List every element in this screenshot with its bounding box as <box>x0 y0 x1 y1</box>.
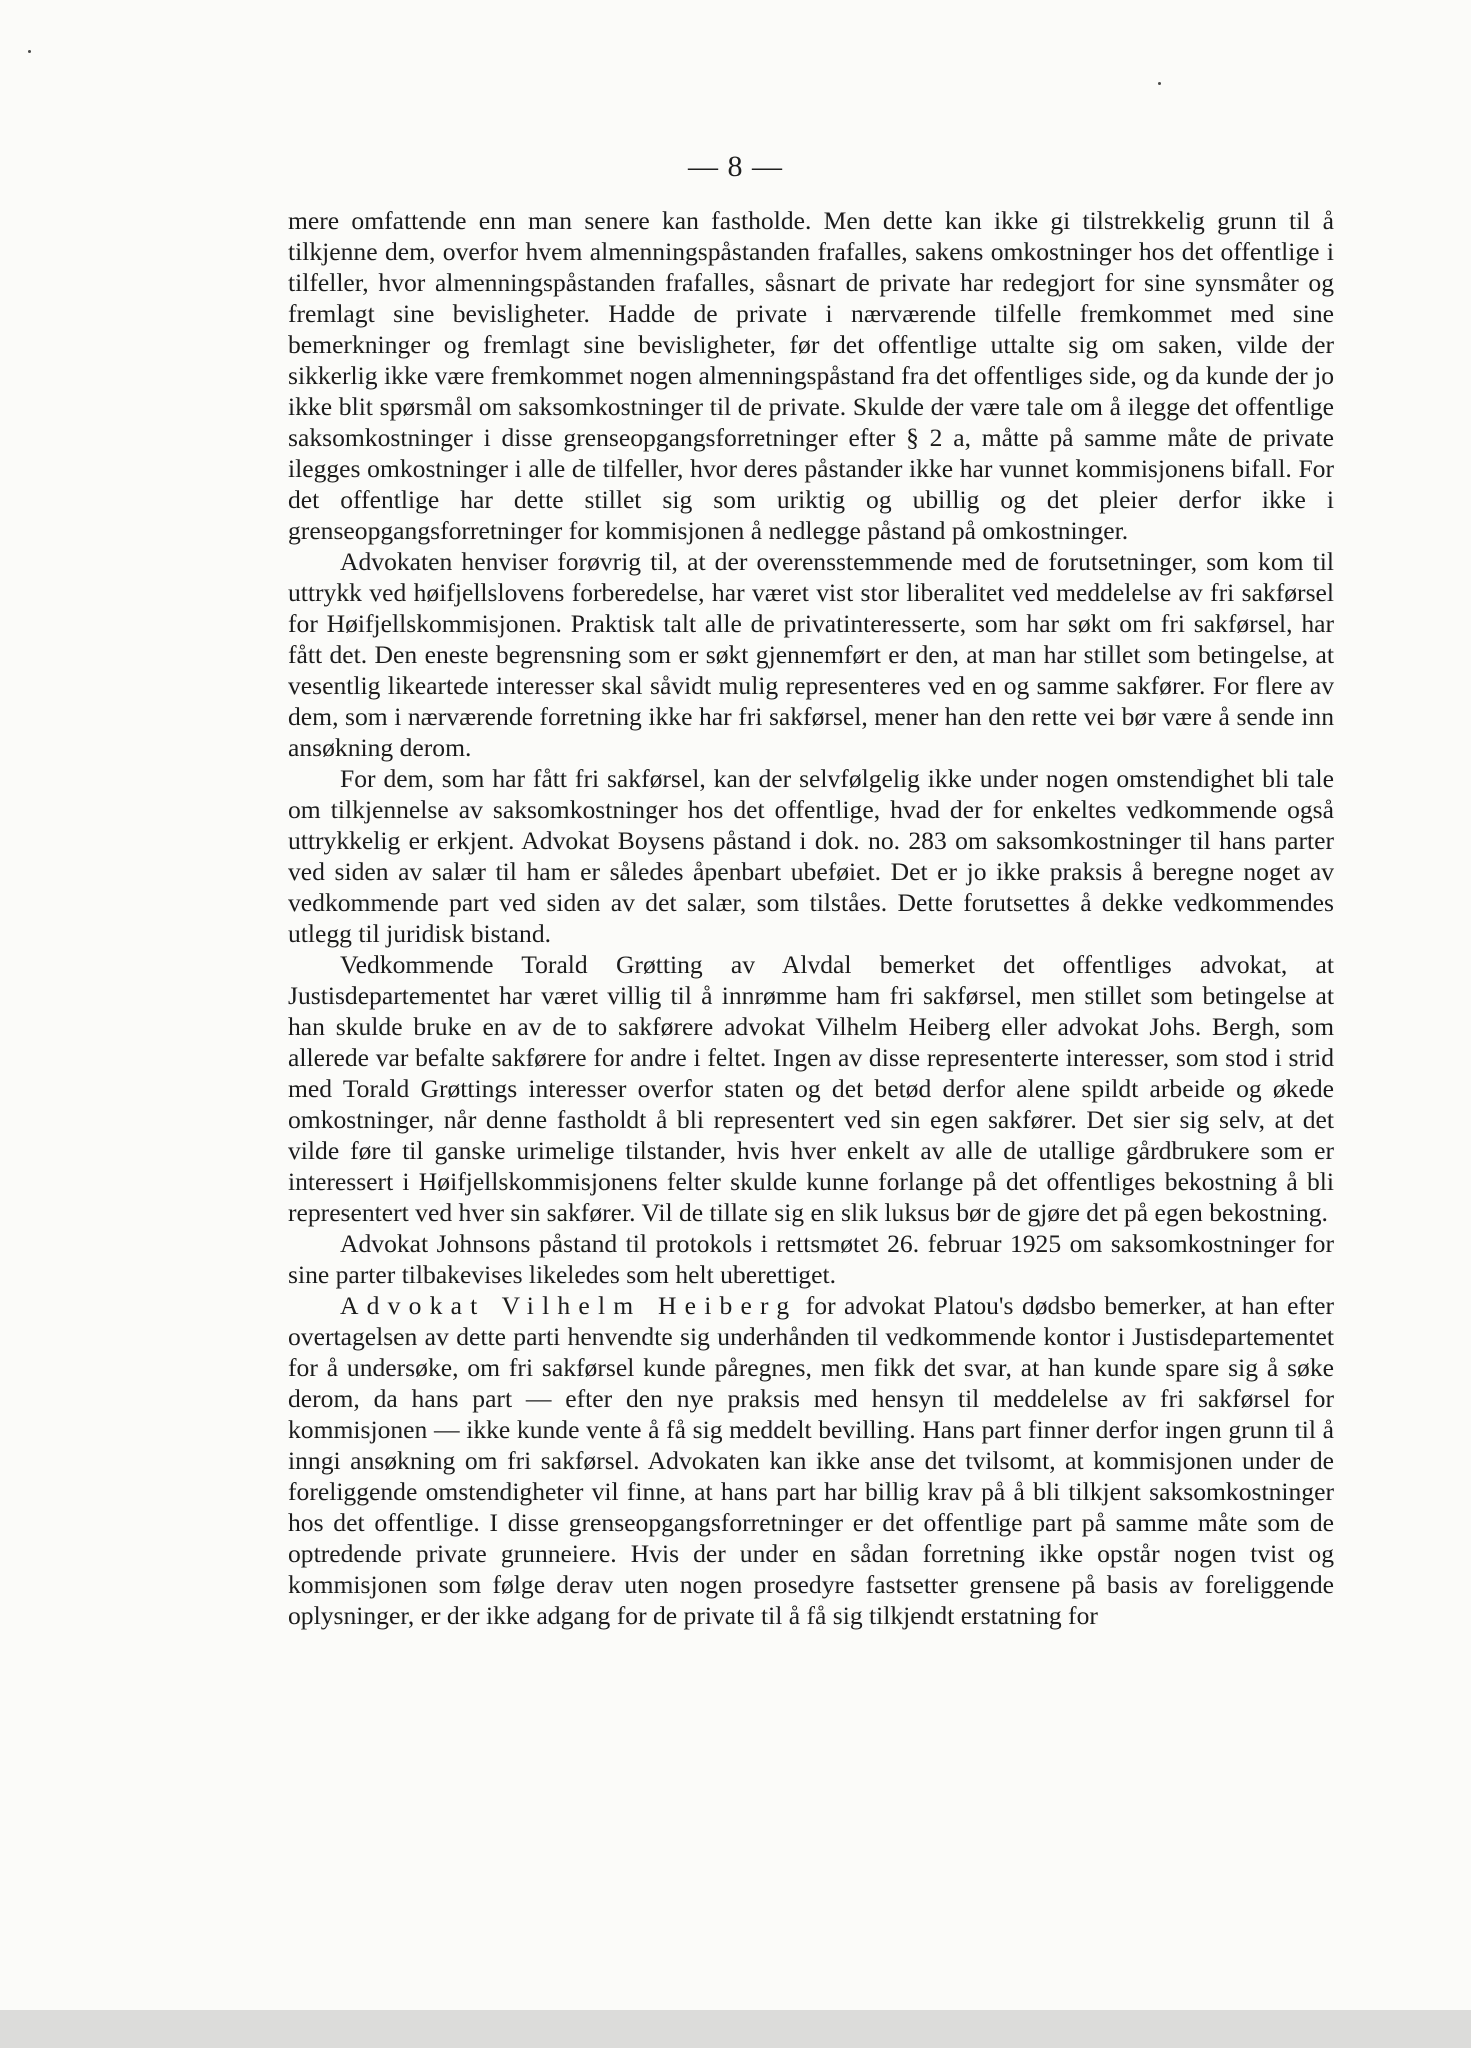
paragraph: Advokaten henviser forøvrig til, at der overensstemmende med de forutsetninger, som kom til uttrykk ved høifjellslovens forberedelse, har været vist stor liberalitet ved meddelelse av fri sakførsel for Høifjellskommisjonen. Praktisk talt alle de privatinteresserte, som har søkt om fri sakførsel, har fått det. Den eneste begrensning som er søkt gjennemført er den, at man har stillet som betingelse, at vesentlig likeartede interesser skal såvidt mulig representeres ved en og samme sakfører. For flere av dem, som i nærværende forretning ikke har fri sakførsel, mener han den rette vei bør være å sende inn ansøkning derom. <box>288 547 1334 762</box>
scan-speck <box>28 50 31 53</box>
paragraph-text: for advokat Platou's dødsbo bemerker, at han efter overtagelsen av dette parti henvendte sig underhånden til vedkommende kontor i Justisdepartementet for å undersøke, om fri sakførsel kunde påregnes, men fikk det svar, at han kunde spare sig å søke derom, da hans part — efter den nye praksis med hensyn til meddelelse av fri sakførsel for kommisjonen — ikke kunde vente å få sig meddelt bevilling. Hans part finner derfor ingen grunn til å inngi ansøkning om fri sakførsel. Advokaten kan ikke anse det tvilsomt, at kommisjonen under de foreliggende omstendigheter vil finne, at hans part har billig krav på å bli tilkjent saksomkostninger hos det offentlige. I disse grenseopgangsforretninger er det offentlige part på samme måte som de optredende private grunneiere. Hvis der under en sådan forretning ikke opstår nogen tvist og kommisjonen som følge derav uten nogen prosedyre fastsetter grensene på basis av foreliggende oplysninger, er der ikke adgang for de private til å få sig tilkjendt erstatning for <box>288 1291 1334 1630</box>
spaced-name: Advokat Vilhelm Heiberg <box>340 1291 798 1320</box>
paragraph <box>288 1290 1334 1631</box>
document-body <box>288 205 1334 1631</box>
paragraph: mere omfattende enn man senere kan fastholde. Men dette kan ikke gi tilstrekkelig grunn til å tilkjenne dem, overfor hvem almenningspåstanden frafalles, sakens omkostninger hos det offentlige i tilfeller, hvor almenningspåstanden frafalles, såsnart de private har redegjort for sine synsmåter og fremlagt sine bevisligheter. Hadde de private i nærværende tilfelle fremkommet med sine bemerkninger og fremlagt sine bevisligheter, før det offentlige uttalte sig om saken, vilde der sikkerlig ikke være fremkommet nogen almenningspåstand fra det offentliges side, og da kunde der jo ikke blit spørsmål om saksomkostninger til de private. Skulde der være tale om å ilegge det offentlige saksomkostninger i disse grenseopgangsforretninger efter § 2 a, måtte på samme måte de private ilegges omkostninger i alle de tilfeller, hvor deres påstander ikke har vunnet kommisjonens bifall. For det offentlige har dette stillet sig som uriktig og ubillig og det pleier derfor ikke i grenseopgangsforretninger for kommisjonen å nedlegge påstand på omkostninger. <box>288 206 1334 545</box>
paragraph: Vedkommende Torald Grøtting av Alvdal bemerket det offentliges advokat, at Justisdepartementet har været villig til å innrømme ham fri sakførsel, men stillet som betingelse at han skulde bruke en av de to sakførere advokat Vilhelm Heiberg eller advokat Johs. Bergh, som allerede var befalte sakførere for andre i feltet. Ingen av disse representerte interesser, som stod i strid med Torald Grøttings interesser overfor staten og det betød derfor alene spildt arbeide og økede omkostninger, når denne fastholdt å bli representert ved sin egen sakfører. Det sier sig selv, at det vilde føre til ganske urimelige tilstander, hvis hver enkelt av alle de utallige gårdbrukere som er interessert i Høifjellskommisjonens felter skulde kunne forlange på det offentliges bekostning å bli representert ved hver sin sakfører. Vil de tillate sig en slik luksus bør de gjøre det på egen bekostning. <box>288 950 1334 1227</box>
paragraph: Advokat Johnsons påstand til protokols i rettsmøtet 26. februar 1925 om saksomkostninger for sine parter tilbakevises likeledes som helt uberettiget. <box>288 1229 1334 1289</box>
paragraph: For dem, som har fått fri sakførsel, kan der selvfølgelig ikke under nogen omstendighet bli tale om tilkjennelse av saksomkostninger hos det offentlige, hvad der for enkeltes vedkommende også uttrykkelig er erkjent. Advokat Boysens påstand i dok. no. 283 om saksomkostninger til hans parter ved siden av salær til ham er således åpenbart ubeføiet. Det er jo ikke praksis å beregne noget av vedkommende part ved siden av det salær, som tilståes. Dette forutsettes å dekke vedkommendes utlegg til juridisk bistand. <box>288 764 1334 948</box>
scan-bottom-edge <box>0 2010 1471 2048</box>
scan-speck <box>1158 82 1161 85</box>
page-number: — 8 — <box>688 150 783 183</box>
